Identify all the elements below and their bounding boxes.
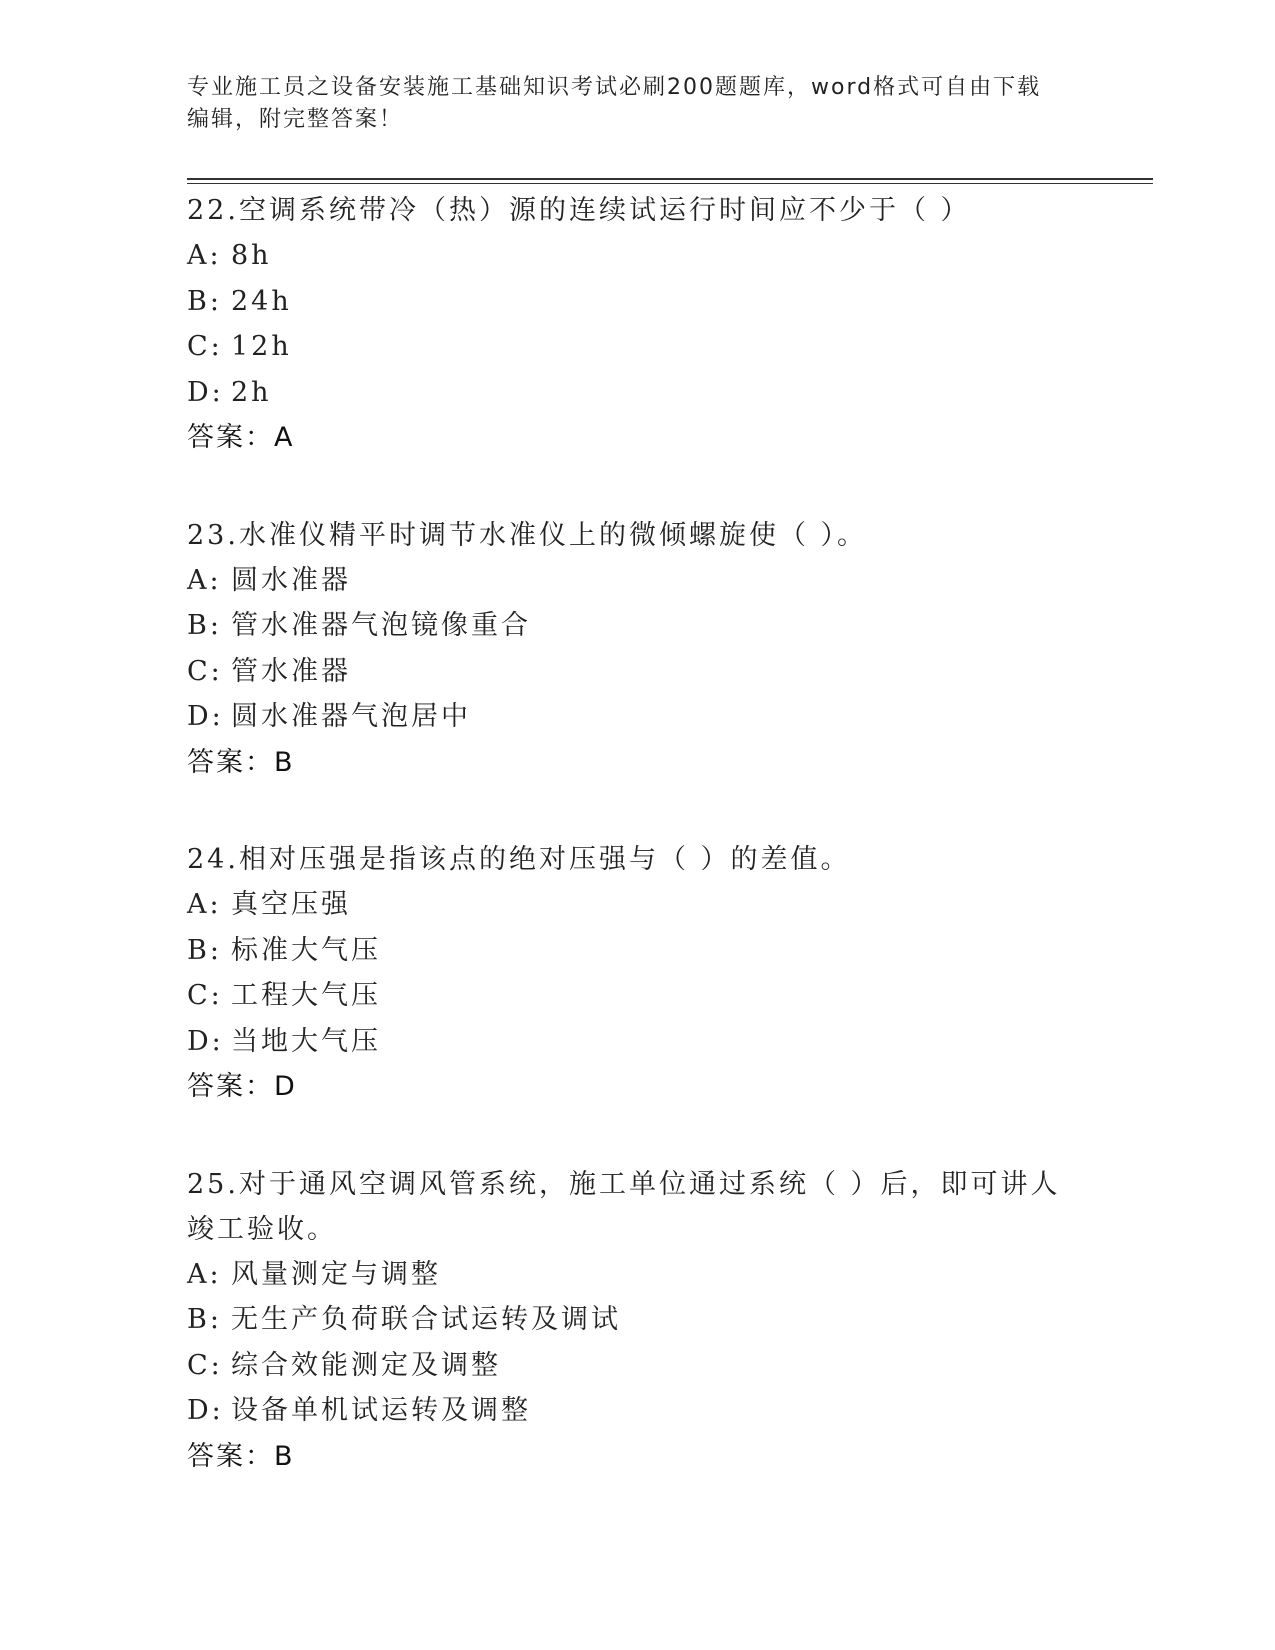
- header-title-line-2: 编辑，附完整答案！: [187, 107, 404, 132]
- option-b: [187, 1297, 1087, 1343]
- option-text: 真空压强: [231, 889, 351, 920]
- option-key: B:: [187, 285, 222, 317]
- option-key: B:: [187, 610, 222, 641]
- option-key: A:: [187, 889, 222, 920]
- option-text: 24h: [231, 285, 292, 317]
- option-a: [187, 233, 1087, 279]
- question-stem: 24.相对压强是指该点的绝对压强与（ ）的差值。: [187, 844, 851, 875]
- option-text: 风量测定与调整: [231, 1258, 441, 1290]
- option-key: A:: [187, 240, 222, 271]
- option-a: [187, 1252, 1087, 1298]
- question-24: [187, 837, 1087, 1110]
- question-stem: 25.对于通风空调风管系统，施工单位通过系统（ ）后，即可讲人竣工验收。: [187, 1168, 1061, 1245]
- option-text: 标准大气压: [231, 934, 381, 966]
- answer-line: 答案：A: [187, 422, 295, 453]
- header-divider-thick: [187, 178, 1153, 180]
- question-25: [187, 1162, 1087, 1480]
- option-c: [187, 324, 1087, 370]
- answer-line: 答案：B: [187, 746, 295, 778]
- option-d: [187, 1388, 1087, 1434]
- header-title-line-1: 专业施工员之设备安装施工基础知识考试必刷200题题库，word格式可自由下载: [187, 75, 1042, 100]
- document-header: [187, 72, 1067, 136]
- option-key: C:: [187, 655, 223, 687]
- option-c: [187, 1343, 1087, 1389]
- option-key: D:: [187, 701, 224, 732]
- option-text: 设备单机试运转及调整: [231, 1395, 531, 1426]
- option-text: 圆水准器: [231, 564, 351, 596]
- option-text: 管水准器: [231, 655, 351, 687]
- option-b: [187, 928, 1087, 974]
- option-text: 2h: [231, 376, 272, 408]
- option-key: D:: [187, 1025, 224, 1057]
- option-key: B:: [187, 934, 222, 966]
- question-list: [187, 188, 1087, 1531]
- option-key: D:: [187, 1395, 224, 1426]
- option-key: B:: [187, 1304, 222, 1335]
- option-c: [187, 973, 1087, 1019]
- option-text: 当地大气压: [231, 1025, 381, 1057]
- option-text: 工程大气压: [231, 980, 381, 1011]
- option-d: [187, 370, 1087, 416]
- option-b: [187, 279, 1087, 325]
- option-a: [187, 882, 1087, 928]
- question-stem: 23.水准仪精平时调节水准仪上的微倾螺旋使（ ）。: [187, 519, 868, 551]
- question-22: [187, 188, 1087, 461]
- option-a: [187, 558, 1087, 604]
- option-text: 8h: [231, 240, 272, 271]
- question-23: [187, 513, 1087, 786]
- answer-line: 答案：B: [187, 1440, 295, 1472]
- option-text: 无生产负荷联合试运转及调试: [231, 1304, 621, 1335]
- option-d: [187, 694, 1087, 740]
- option-text: 管水准器气泡镜像重合: [231, 610, 531, 641]
- option-c: [187, 649, 1087, 695]
- option-text: 12h: [231, 331, 292, 362]
- option-b: [187, 603, 1087, 649]
- option-d: [187, 1019, 1087, 1065]
- option-key: D:: [187, 376, 224, 408]
- option-key: C:: [187, 1349, 223, 1381]
- option-key: A:: [187, 1258, 222, 1290]
- answer-line: 答案：D: [187, 1071, 297, 1102]
- option-text: 圆水准器气泡居中: [231, 701, 471, 732]
- option-key: A:: [187, 564, 222, 596]
- option-key: C:: [187, 331, 223, 362]
- header-divider-thin: [187, 183, 1153, 184]
- option-key: C:: [187, 980, 223, 1011]
- question-stem: 22.空调系统带冷（热）源的连续试运行时间应不少于（ ）: [187, 195, 971, 226]
- option-text: 综合效能测定及调整: [231, 1349, 501, 1381]
